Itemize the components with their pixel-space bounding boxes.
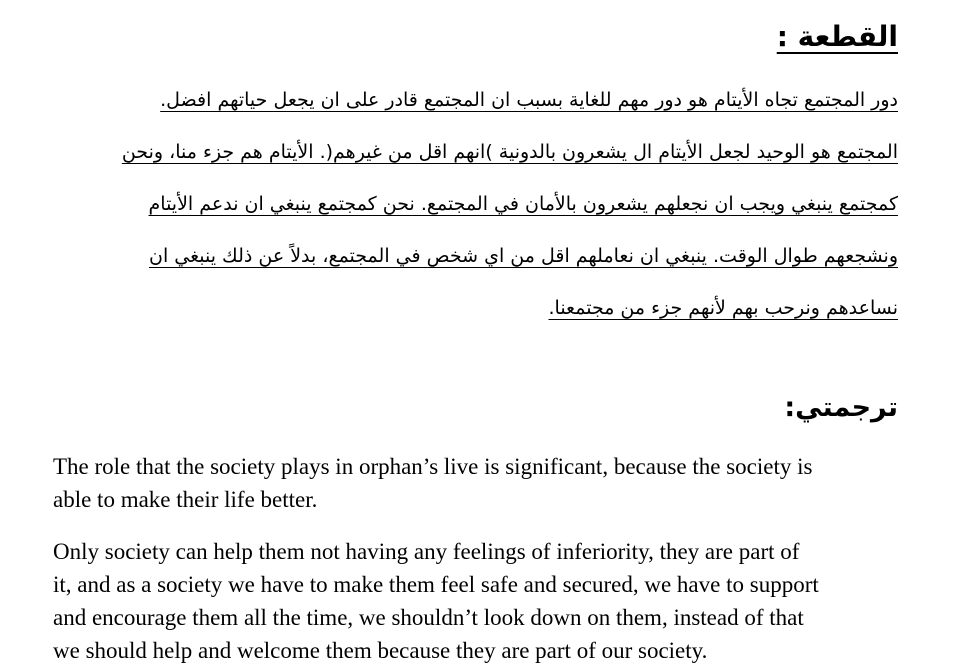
passage-line: ونشجعهم طوال الوقت. ينبغي ان نعاملهم اقل من اي شخص في المجتمع، بدلاً عن ذلك ينبغي ان	[148, 245, 898, 267]
translation-paragraph-2	[53, 535, 913, 667]
paragraph-line: it, and as a society we have to make them feel safe and secured, we have to support	[53, 572, 819, 597]
paragraph-line: able to make their life better.	[53, 487, 318, 512]
arabic-passage	[88, 84, 898, 344]
paragraph-line: Only society can help them not having any feelings of inferiority, they are part of	[53, 539, 800, 564]
passage-heading: القطعة :	[776, 20, 898, 53]
passage-line: المجتمع هو الوحيد لجعل الأيتام ال يشعرون بالدونية )انهم اقل من غيرهم(. الأيتام هم جزء منا، ونحن	[121, 141, 898, 163]
passage-line: كمجتمع ينبغي ويجب ان نجعلهم يشعرون بالأمان في المجتمع. نحن كمجتمع ينبغي ان ندعم الأيتام	[148, 193, 898, 215]
paragraph-line: we should help and welcome them because they are part of our society.	[53, 638, 708, 663]
paragraph-line: The role that the society plays in orphan’s live is significant, because the society is	[53, 454, 813, 479]
translation-heading: ترجمتي:	[784, 392, 898, 423]
passage-line: دور المجتمع تجاه الأيتام هو دور مهم للغاية بسبب ان المجتمع قادر على ان يجعل حياتهم افضل.	[160, 89, 898, 111]
translation-paragraph-1	[53, 450, 913, 516]
passage-line: نساعدهم ونرحب بهم لأنهم جزء من مجتمعنا.	[548, 297, 898, 319]
paragraph-line: and encourage them all the time, we shouldn’t look down on them, instead of that	[53, 605, 804, 630]
